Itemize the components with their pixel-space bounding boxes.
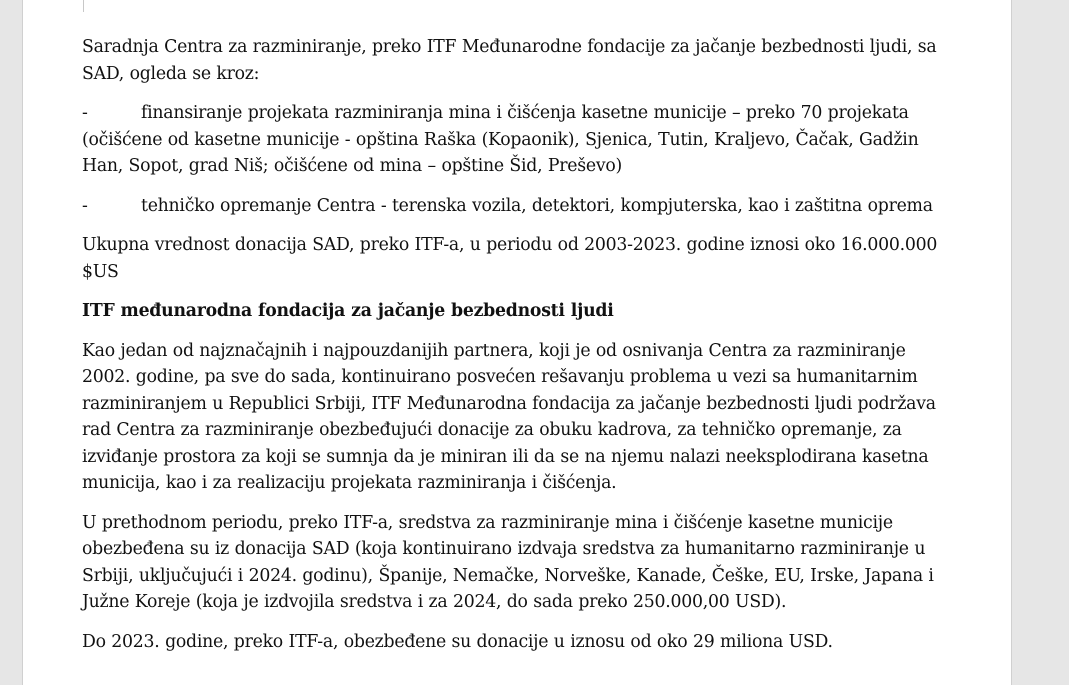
paragraph-previous-period: U prethodnom periodu, preko ITF-a, sredstva za razminiranje mina i čišćenje kasetne municije obezbeđena su iz donacija SAD (koja kontinuirano izdvaja sredstva za humanitarno razminiranje u Srbiji, uključujući i 2024. godinu), Španije, Nemačke, Norveške, Kanade, Češke, EU, Irske, Japana i Južne Koreje (koja je izdvojila sredstva i za 2024, do sada preko 250.000,00 USD). xyxy=(82,512,934,612)
bullet-item-financing xyxy=(82,100,954,180)
paragraph-partner: Kao jedan od najznačajnih i najpouzdanijih partnera, koji je od osnivanja Centra za razminiranje 2002. godine, pa sve do sada, kontinuirano posvećen rešavanju problema u vezi sa humanitarnim razminiranjem u Republici Srbiji, ITF Međunarodna fondacija za jačanje bezbednosti ljudi podržava rad Centra za razminiranje obezbeđujući donacije za obuku kadrova, za tehničko opremanje, za izviđanje prostora za koji se sumnja da je miniran ili da se na njemu nalazi neeksplodirana kasetna municija, kao i za realizaciju projekata razminiranja i čišćenja. xyxy=(82,340,936,493)
section-heading: ITF međunarodna fondacija za jačanje bezbednosti ljudi xyxy=(82,301,614,321)
text-cursor-mark xyxy=(83,0,84,12)
bullet-item-equipment xyxy=(82,193,954,220)
document-page xyxy=(22,0,1012,685)
bullet-dash: - xyxy=(82,195,88,216)
document-body[interactable] xyxy=(82,34,954,668)
bullet-text: tehničko opremanje Centra - terenska vozila, detektori, kompjuterska, kao i zaštitna oprema xyxy=(141,195,933,216)
paragraph-intro: Saradnja Centra za razminiranje, preko ITF Međunarodne fondacije za jačanje bezbednosti ljudi, sa SAD, ogleda se kroz: xyxy=(82,37,937,84)
bullet-text: finansiranje projekata razminiranja mina i čišćenja kasetne municije – preko 70 projekata (očišćene od kasetne municije - opština Raška (Kopaonik), Sjenica, Tutin, Kraljevo, Čačak, Gadžin Han, Sopot, grad Niš; očišćene od mina – opštine Šid, Preševo) xyxy=(82,103,919,176)
paragraph-donations-total: Do 2023. godine, preko ITF-a, obezbeđene su donacije u iznosu od oko 29 miliona USD. xyxy=(82,631,833,652)
bullet-dash: - xyxy=(82,103,88,123)
paragraph-total-donations: Ukupna vrednost donacija SAD, preko ITF-a, u periodu od 2003-2023. godine iznosi oko 16.000.000 $US xyxy=(82,235,938,282)
